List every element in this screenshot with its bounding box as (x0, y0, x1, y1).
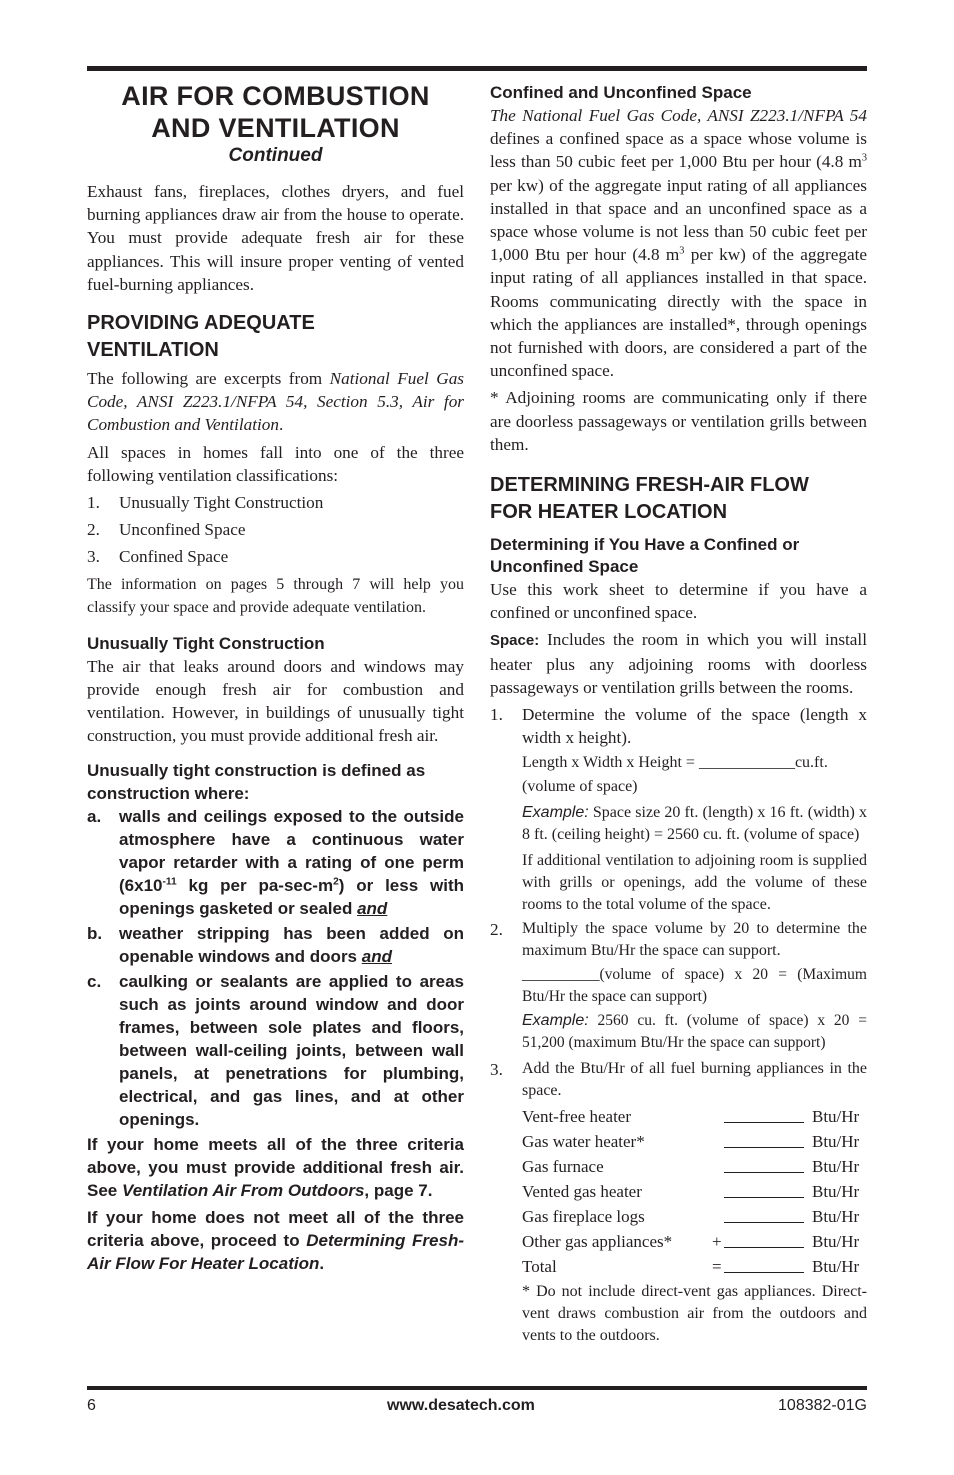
confined-code-ref: The National Fuel Gas Code, ANSI Z223.1/NFPA 54 (490, 106, 867, 125)
appliance-row (522, 1154, 867, 1179)
appliance-row (522, 1104, 867, 1129)
criterion-a-sup1: -11 (162, 876, 177, 888)
step-num: 1. (490, 705, 503, 725)
appliance-row (522, 1179, 867, 1204)
criterion-letter: a. (87, 807, 102, 827)
criterion-text (119, 922, 464, 968)
criterion-b-text: weather stripping has been added on openable windows and doors (119, 924, 464, 967)
appliance-unit: Btu/Hr (812, 1181, 860, 1201)
appliance-unit: Btu/Hr (812, 1231, 860, 1251)
appliance-unit: Btu/Hr (812, 1206, 860, 1226)
appliance-unit: Btu/Hr (812, 1256, 860, 1276)
appliance-entry-field[interactable] (724, 1154, 804, 1173)
step1-text: Determine the volume of the space (length x width x height). (522, 705, 867, 748)
left-column (87, 80, 464, 1275)
title-continued: Continued (228, 145, 323, 166)
step-num: 3. (490, 1059, 503, 1079)
confined-heading: Confined and Unconfined Space (490, 83, 752, 102)
list-num: 2. (87, 520, 100, 540)
criterion-a-part1: walls and ceilings exposed to the outside atmosphere have a continuous water vapor retarder with a rating of one perm (6x10 (119, 807, 464, 896)
appliance-row (522, 1204, 867, 1229)
confined-sup-a: 3 (861, 152, 867, 164)
excerpt-prefix: The following are excerpts from (87, 369, 330, 389)
step3-text: Add the Btu/Hr of all fuel burning appliances in the space. (522, 1059, 867, 1099)
step-3 (490, 1058, 867, 1347)
defined-intro: Unusually tight construction is defined as construction where: (87, 761, 426, 804)
confined-sup-b: 3 (679, 245, 685, 257)
step-2 (490, 918, 867, 1058)
criterion-b (87, 922, 464, 968)
appliance-entry-field[interactable] (724, 1129, 804, 1148)
appliance-label: Vented gas heater (522, 1181, 642, 1201)
step1-formula: Length x Width x Height = ____________cu.ft. (volume of space) (522, 754, 828, 795)
criterion-a-part3: ) or less with openings gasketed or sealed (119, 876, 464, 919)
appliance-entry-field[interactable] (724, 1204, 804, 1223)
appliance-table (522, 1104, 867, 1279)
bottom-rule (87, 1386, 867, 1390)
criterion-c (87, 970, 464, 1131)
list-label: Confined Space (119, 547, 229, 567)
appliance-sign (712, 1154, 724, 1179)
not-meets-ref: Determining Fresh-Air Flow For Heater Location (87, 1231, 464, 1274)
step2-example-text: 2560 cu. ft. (volume of space) x 20 = 51,200 (maximum Btu/Hr the space can support) (522, 1011, 867, 1051)
worksheet-steps (490, 703, 867, 1347)
step1-additional: If additional ventilation to adjoining room is supplied with grills or openings, add the volume of these rooms to the total volume of the space. (522, 851, 867, 913)
criterion-b-and: and (361, 947, 392, 967)
step-1 (490, 703, 867, 918)
criterion-a-part2: kg per pa-sec-m (176, 876, 334, 896)
step-body (522, 703, 867, 918)
title-line-1: AIR FOR COMBUSTION (121, 81, 430, 111)
top-rule (87, 66, 867, 71)
meets-ref: Ventilation Air From Outdoors (121, 1181, 365, 1201)
criterion-text: caulking or sealants are applied to areas such as joints around window and door frames, between sole plates and floors, between wall-ceiling joints, between wall panels, at penetrations for plumbing, electrical, and gas lines, and at other openings. (119, 972, 464, 1130)
appliance-label: Vent-free heater (522, 1106, 632, 1126)
appliance-row (522, 1229, 867, 1254)
page-title (87, 80, 464, 144)
step-body (522, 1058, 867, 1347)
intro-paragraph: Exhaust fans, fireplaces, clothes dryers, and fuel burning appliances draw air from the house to operate. You must provide adequate fresh air for these appliances. This will insure proper venting of vented fuel-burning appliances. (87, 182, 464, 294)
confined-paragraph (490, 104, 867, 382)
meets-criteria-paragraph (87, 1133, 464, 1202)
appliance-entry-field[interactable] (724, 1254, 804, 1273)
step-body (522, 918, 867, 1058)
list-num: 1. (87, 493, 100, 513)
criterion-a-and: and (357, 899, 388, 919)
excerpt-suffix: . (278, 415, 284, 435)
space-label: Space: (490, 632, 540, 650)
criterion-letter: b. (87, 924, 103, 944)
appliance-label: Other gas appliances* (522, 1231, 673, 1251)
determining-subheading: Determining if You Have a Confined or Unconfined Space (490, 535, 800, 577)
tight-heading: Unusually Tight Construction (87, 633, 325, 653)
appliance-label: Total (522, 1256, 557, 1276)
providing-heading: PROVIDING ADEQUATE VENTILATION (87, 312, 315, 362)
appliance-sign (712, 1204, 724, 1229)
not-meets-criteria-paragraph (87, 1206, 464, 1275)
appliance-entry-field[interactable] (724, 1104, 804, 1123)
list-item (87, 518, 464, 541)
info-paragraph: The information on pages 5 through 7 will help you classify your space and provide adequate ventilation. (87, 575, 464, 616)
appliance-sign (712, 1179, 724, 1204)
meets-text-1: If your home meets all of the three criteria above, you must provide additional fresh air. See (87, 1135, 464, 1201)
step2-text: Multiply the space volume by 20 to determine the maximum Btu/Hr the space can support. (522, 919, 867, 959)
criteria-list (87, 805, 464, 1131)
footer-doc-number: 108382-01G (778, 1397, 867, 1414)
footer-page-number: 6 (87, 1397, 96, 1414)
meets-text-2: , page 7. (364, 1181, 433, 1201)
not-meets-text-1: If your home does not meet all of the three criteria above, proceed to (87, 1208, 464, 1251)
criterion-a-sup2: 2 (333, 876, 339, 888)
appliance-unit: Btu/Hr (812, 1131, 860, 1151)
list-num: 3. (87, 547, 100, 567)
appliance-unit: Btu/Hr (812, 1156, 860, 1176)
space-text: Includes the room in which you will install heater plus any adjoining rooms with doorless passageways or ventilation grills between the rooms. (490, 630, 867, 697)
appliance-entry-field[interactable] (724, 1179, 804, 1198)
title-line-2: AND VENTILATION (151, 113, 400, 143)
footer-url: www.desatech.com (387, 1397, 535, 1414)
confined-footnote: * Adjoining rooms are communicating only if there are doorless passageways or ventilation grills between them. (490, 388, 867, 454)
worksheet-intro: Use this work sheet to determine if you have a confined or unconfined space. (490, 580, 867, 623)
appliance-label: Gas water heater* (522, 1131, 645, 1151)
appliance-row (522, 1129, 867, 1154)
appliance-unit: Btu/Hr (812, 1106, 860, 1126)
appliance-label: Gas fireplace logs (522, 1206, 645, 1226)
appliance-label: Gas furnace (522, 1156, 604, 1176)
step1-example-text: Space size 20 ft. (length) x 16 ft. (width) x 8 ft. (ceiling height) = 2560 cu. ft. (volume of space) (522, 803, 867, 843)
appliance-row-total (522, 1254, 867, 1279)
step1-example (522, 802, 867, 846)
space-definition (490, 628, 867, 699)
criterion-a (87, 805, 464, 920)
appliance-sign: + (712, 1231, 722, 1251)
tight-paragraph: The air that leaks around doors and windows may provide enough fresh air for combustion and ventilation. However, in buildings of unusually tight construction, you must provide additional fresh air. (87, 656, 464, 746)
confined-text-3: per kw) of the aggregate input rating of all appliances installed in that space. Rooms communicating directly with the space in which the appliances are installed*, through openings not furnished with doors, are considered a part of the unconfined space. (490, 245, 867, 381)
appliance-sign (712, 1104, 724, 1129)
classifications-list (87, 491, 464, 569)
example-label: Example: (522, 1011, 589, 1029)
list-label: Unusually Tight Construction (119, 493, 324, 513)
step2-example (522, 1010, 867, 1054)
appliance-sign (712, 1129, 724, 1154)
appliance-sign: = (712, 1256, 722, 1276)
appliance-entry-field[interactable] (724, 1229, 804, 1248)
list-label: Unconfined Space (119, 520, 246, 540)
list-item (87, 491, 464, 514)
right-column (490, 82, 867, 1347)
criterion-letter: c. (87, 972, 102, 992)
confined-text-1: defines a confined space as a space whose volume is less than 50 cubic feet per 1,000 Btu per hour (4.8 m (490, 129, 867, 172)
determining-heading: DETERMINING FRESH-AIR FLOW FOR HEATER LOCATION (490, 474, 809, 524)
excerpt-paragraph (87, 367, 464, 437)
classifications-intro: All spaces in homes fall into one of the three following ventilation classifications: (87, 442, 464, 485)
confined-text-2: per kw) of the aggregate input rating of all appliances installed in that space and an unconfined space as a space whose volume is not less than 50 cubic feet per 1,000 Btu per hour (4.8 m (490, 175, 867, 265)
not-meets-text-2: . (319, 1254, 325, 1274)
step2-formula: __________(volume of space) x 20 = (Maximum Btu/Hr the space can support) (522, 965, 867, 1005)
criterion-text (119, 805, 464, 920)
step-num: 2. (490, 919, 503, 939)
example-label: Example: (522, 803, 589, 821)
list-item (87, 545, 464, 568)
appliance-footnote: * Do not include direct-vent gas appliances. Direct-vent draws combustion air from the outdoors and vents to the outdoors. (522, 1282, 867, 1344)
excerpt-source: National Fuel Gas Code, ANSI Z223.1/NFPA 54, Section 5.3, Air for Combustion and Ventilation (87, 369, 464, 435)
